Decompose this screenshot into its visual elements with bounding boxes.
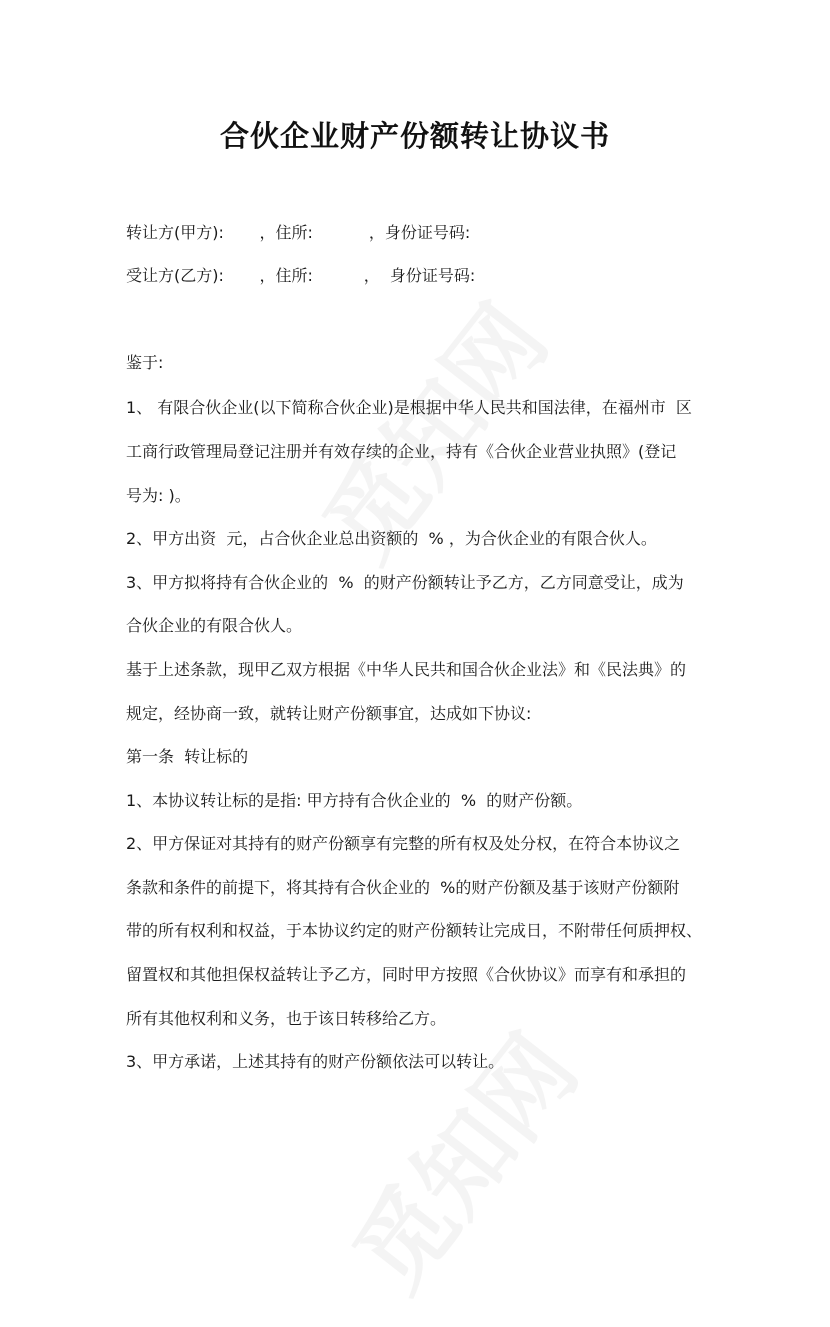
paragraph-line: 留置权和其他担保权益转让予乙方，同时甲方按照《合伙协议》而享有和承担的	[126, 965, 687, 984]
paragraph-line: 带的所有权利和权益，于本协议约定的财产份额转让完成日，不附带任何质押权、	[126, 921, 703, 940]
article-heading: 第一条 转让标的	[126, 747, 249, 766]
paragraph-line: 3、甲方承诺，上述其持有的财产份额依法可以转让。	[126, 1052, 505, 1071]
paragraph-line: 2、甲方出资 元，占合伙企业总出资额的 % ，为合伙企业的有限合伙人。	[126, 529, 657, 548]
paragraph-line: 条款和条件的前提下，将其持有合伙企业的 %的财产份额及基于该财产份额附	[126, 878, 680, 897]
paragraph-line: 1、本协议转让标的是指: 甲方持有合伙企业的 % 的财产份额。	[126, 791, 583, 810]
paragraph-line: 规定，经协商一致，就转让财产份额事宜，达成如下协议:	[126, 704, 532, 723]
paragraph-line: 所有其他权利和义务，也于该日转移给乙方。	[126, 1009, 447, 1028]
transferee-line: 受让方(乙方): ，住所: ， 身份证号码:	[126, 266, 476, 285]
paragraph-line: 3、甲方拟将持有合伙企业的 % 的财产份额转让予乙方，乙方同意受让，成为	[126, 573, 684, 592]
paragraph-line: 基于上述条款，现甲乙双方根据《中华人民共和国合伙企业法》和《民法典》的	[126, 660, 687, 679]
watermark	[308, 990, 613, 1327]
paragraph-line: 2、甲方保证对其持有的财产份额享有完整的所有权及处分权，在符合本协议之	[126, 834, 681, 853]
paragraph-line: 1、 有限合伙企业(以下简称合伙企业)是根据中华人民共和国法律，在福州市 区	[126, 398, 692, 417]
whereas-heading: 鉴于:	[126, 353, 164, 372]
paragraph-line: 号为: )。	[126, 486, 191, 505]
paragraph-line: 工商行政管理局登记注册并有效存续的企业，持有《合伙企业营业执照》(登记	[126, 442, 677, 461]
transferor-line: 转让方(甲方): ，住所: ，身份证号码:	[126, 223, 471, 242]
document-title: 合伙企业财产份额转让协议书	[219, 119, 610, 153]
paragraph-line: 合伙企业的有限合伙人。	[126, 616, 303, 635]
